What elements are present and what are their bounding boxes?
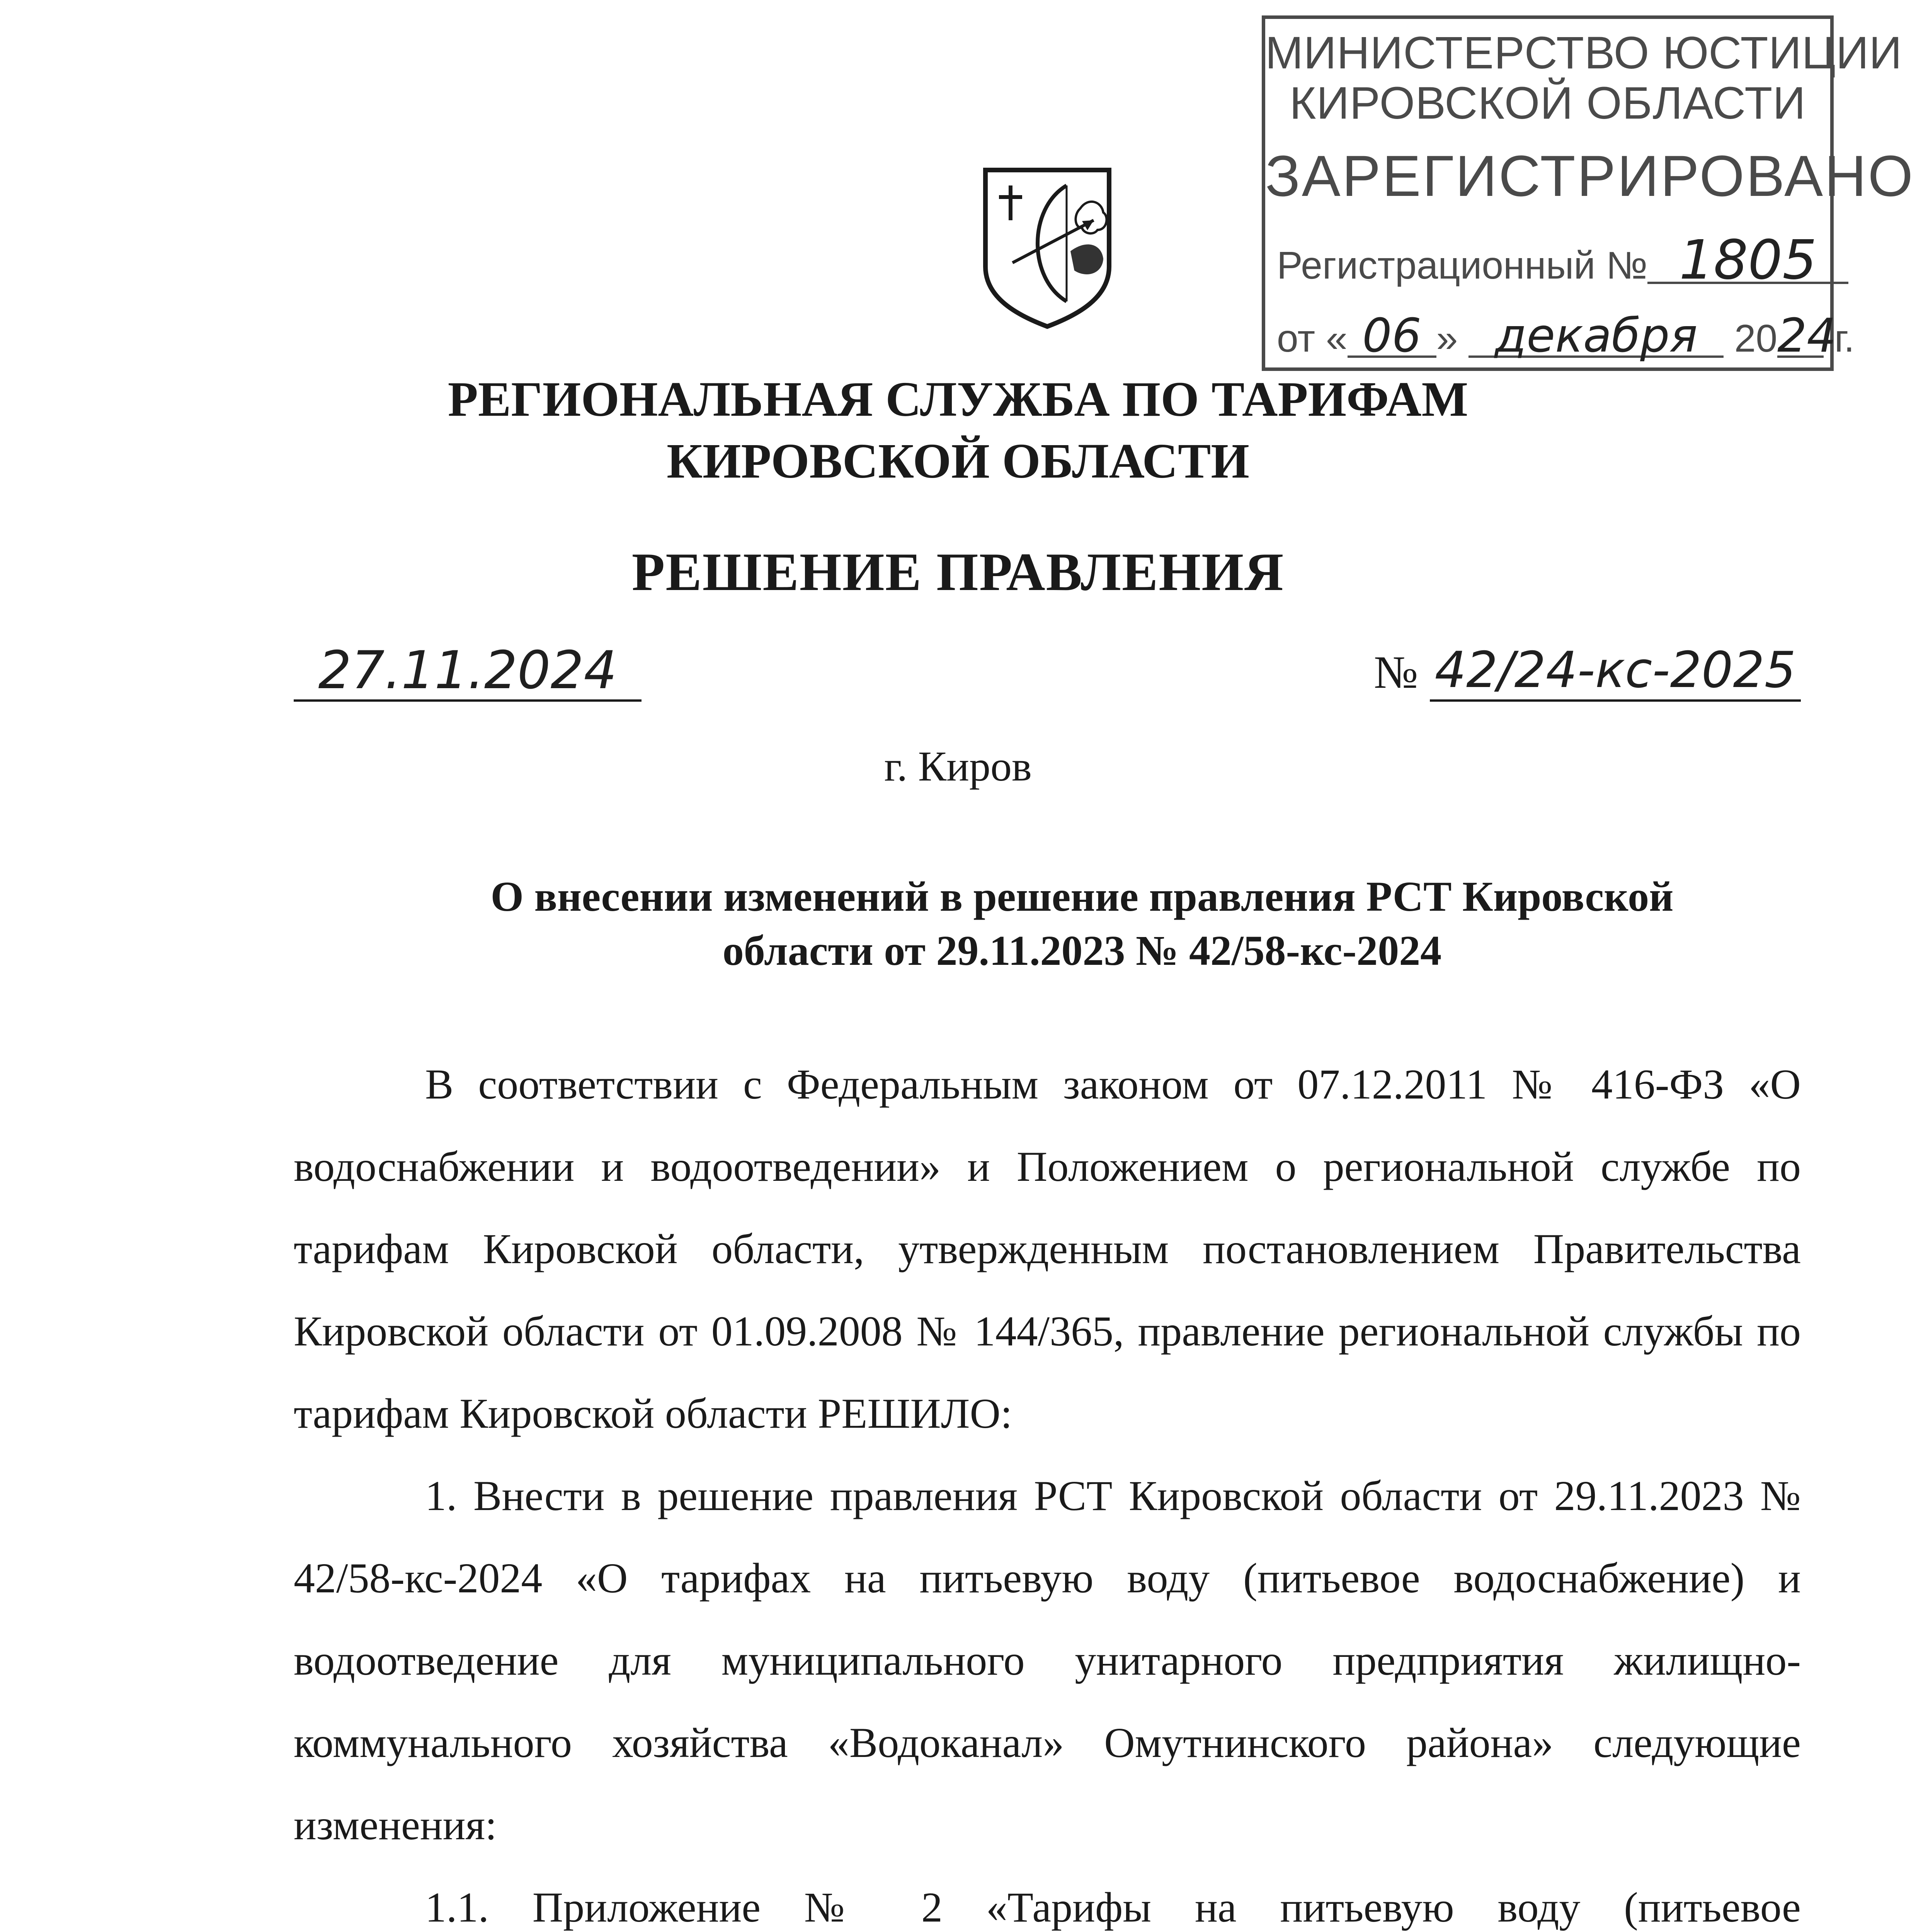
org-name-line2: КИРОВСКОЙ ОБЛАСТИ xyxy=(667,434,1249,488)
stamp-ministry: МИНИСТЕРСТВО ЮСТИЦИИ xyxy=(1265,27,1902,78)
document-title-line2: области от 29.11.2023 № 42/58-кс-2024 xyxy=(722,927,1442,974)
stamp-status: ЗАРЕГИСТРИРОВАНО xyxy=(1265,143,1915,208)
stamp-year-suffix: 24 xyxy=(1777,309,1836,363)
stamp-registration-line xyxy=(1277,229,1848,292)
stamp-date-month: декабря xyxy=(1468,317,1724,358)
stamp-reg-number: 1805 xyxy=(1647,239,1848,284)
document-type: РЕШЕНИЕ ПРАВЛЕНИЯ xyxy=(631,542,1285,602)
document-city: г. Киров xyxy=(884,743,1032,790)
stamp-reg-label: Регистрационный № xyxy=(1277,244,1648,287)
document-number: 42/24-кс-2025 xyxy=(1430,641,1801,702)
document-body xyxy=(294,1043,1801,1932)
paragraph-item-1-1: 1.1. Приложение № 2 «Тарифы на питьевую воду (питьевое xyxy=(425,1884,1801,1931)
document-title-line1: О внесении изменений в решение правления РСТ Кировской xyxy=(490,873,1674,920)
paragraph-item-1: 1. Внести в решение правления РСТ Кировской области от 29.11.2023 № 42/58-кс-2024 «О тарифах на питьевую воду (питьевое водоснабжение) и водоотведение для муниципального унитарного предприятия жилищно-коммунального хозяйства «Водоканал» Омутнинского района» следующие изменения: xyxy=(294,1472,1801,1849)
registration-stamp xyxy=(1262,15,1915,371)
stamp-date-prefix: от « xyxy=(1277,317,1348,360)
document-number-label: № xyxy=(1374,646,1418,698)
paragraph-preamble: В соответствии с Федеральным законом от 07.12.2011 № 416-ФЗ «О водоснабжении и водоотведении» и Положением о региональной службе по тарифам Кировской области, утвержденным постановлением Правительства Кировской области от 01.09.2008 № 144/365, правление региональной службы по тарифам Кировской области РЕШИЛО: xyxy=(294,1061,1801,1437)
stamp-date-end: г. xyxy=(1834,317,1855,360)
stamp-date-line xyxy=(1277,309,1855,363)
stamp-year-prefix: 20 xyxy=(1734,317,1778,360)
org-name-line1: РЕГИОНАЛЬНАЯ СЛУЖБА ПО ТАРИФАМ xyxy=(448,372,1468,427)
kirov-oblast-coat-of-arms-icon xyxy=(978,162,1117,332)
stamp-date-mid: » xyxy=(1436,317,1458,360)
stamp-region: КИРОВСКОЙ ОБЛАСТИ xyxy=(1289,78,1806,129)
document-date: 27.11.2024 xyxy=(294,641,642,702)
stamp-date-day: 06 xyxy=(1348,317,1436,358)
